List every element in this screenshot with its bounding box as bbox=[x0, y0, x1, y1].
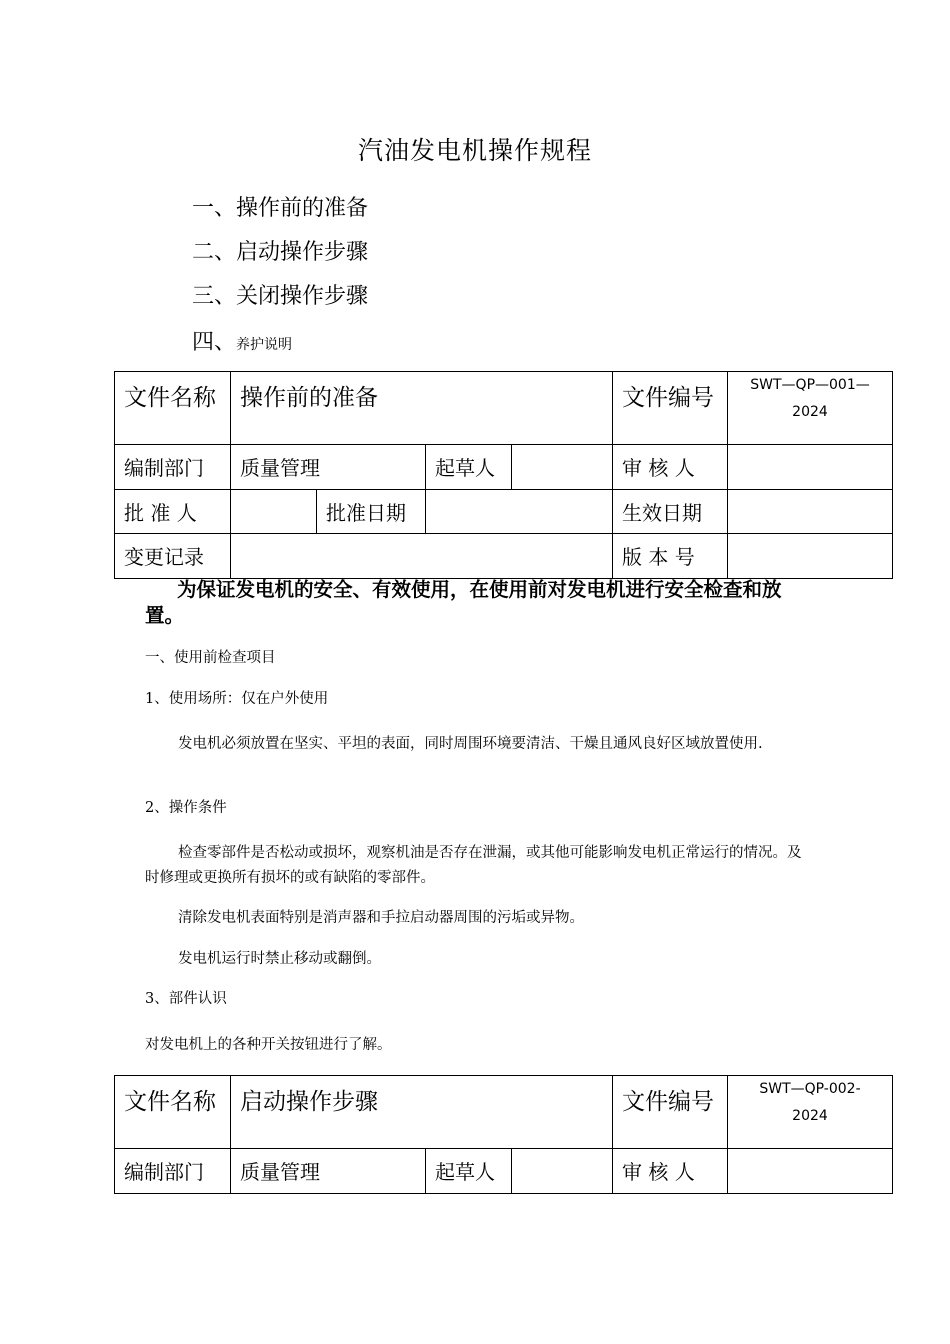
toc-item-3 bbox=[192, 279, 368, 310]
toc-text: 操作前的准备 bbox=[236, 196, 369, 221]
toc-item-2 bbox=[192, 235, 368, 266]
drafter-label: 起草人 bbox=[435, 456, 495, 480]
drafter-label-cell bbox=[426, 1149, 512, 1194]
drafter-label: 起草人 bbox=[435, 1160, 495, 1184]
toc-number: 三、 bbox=[192, 284, 237, 309]
file-code-line-2: 2024 bbox=[792, 404, 828, 420]
reviewer-label-cell bbox=[613, 445, 728, 490]
change-record-label-cell bbox=[115, 534, 231, 579]
intro-paragraph: 为保证发电机的安全、有效使用，在使用前对发电机进行安全检查和放置。 bbox=[145, 578, 782, 627]
toc-number: 一、 bbox=[192, 196, 237, 221]
reviewer-label-cell bbox=[613, 1149, 728, 1194]
file-code-line-1: SWT—QP-002- bbox=[759, 1081, 861, 1097]
item-2-title: 2、操作条件 bbox=[145, 800, 227, 816]
file-name-value-cell bbox=[231, 372, 613, 445]
approver-label-cell bbox=[115, 490, 231, 534]
file-code-value bbox=[728, 1076, 892, 1130]
version-value-cell bbox=[728, 534, 893, 579]
file-code-value bbox=[728, 372, 892, 426]
file-name-value: 启动操作步骤 bbox=[240, 1089, 378, 1115]
file-name-value: 操作前的准备 bbox=[240, 385, 378, 411]
section-heading: 一、使用前检查项目 bbox=[145, 650, 276, 666]
file-code-line-2: 2024 bbox=[792, 1108, 828, 1124]
file-name-label-cell bbox=[115, 372, 231, 445]
item-3-text: 对发电机上的各种开关按钮进行了解。 bbox=[145, 1037, 392, 1053]
dept-label-cell bbox=[115, 445, 231, 490]
file-name-label-cell bbox=[115, 1076, 231, 1149]
reviewer-value-cell bbox=[728, 445, 893, 490]
dept-label: 编制部门 bbox=[124, 1160, 204, 1184]
reviewer-value-cell bbox=[728, 1149, 893, 1194]
drafter-label-cell bbox=[426, 445, 512, 490]
version-label: 版 本 号 bbox=[622, 545, 695, 569]
item-2-text-2: 清除发电机表面特别是消声器和手拉启动器周围的污垢或异物。 bbox=[178, 910, 584, 926]
file-name-label: 文件名称 bbox=[124, 1089, 216, 1115]
item-2-text-1: 检查零部件是否松动或损坏，观察机油是否存在泄漏，或其他可能影响发电机正常运行的情况。及时修理或更换所有损坏的或有缺陷的零部件。 bbox=[145, 845, 802, 886]
item-1-title: 1、使用场所：仅在户外使用 bbox=[145, 691, 329, 707]
toc-number: 二、 bbox=[192, 240, 237, 265]
dept-value-cell bbox=[231, 1149, 426, 1194]
dept-value-cell bbox=[231, 445, 426, 490]
toc-number: 四、 bbox=[192, 330, 237, 355]
reviewer-label: 审 核 人 bbox=[622, 1160, 695, 1184]
approver-label: 批 准 人 bbox=[124, 501, 197, 525]
dept-value: 质量管理 bbox=[240, 456, 320, 480]
file-code-value-cell bbox=[728, 1076, 893, 1149]
file-code-label: 文件编号 bbox=[622, 385, 714, 411]
toc-text: 启动操作步骤 bbox=[236, 240, 369, 265]
dept-label-cell bbox=[115, 1149, 231, 1194]
document-title: 汽油发电机操作规程 bbox=[357, 136, 592, 165]
dept-value: 质量管理 bbox=[240, 1160, 320, 1184]
approve-date-value-cell bbox=[426, 490, 613, 534]
approve-date-label: 批准日期 bbox=[326, 501, 406, 525]
file-name-label: 文件名称 bbox=[124, 385, 216, 411]
change-record-label: 变更记录 bbox=[124, 545, 204, 569]
document-info-table-2 bbox=[114, 1075, 893, 1194]
version-label-cell bbox=[613, 534, 728, 579]
approver-value-cell bbox=[231, 490, 317, 534]
file-code-value-cell bbox=[728, 372, 893, 445]
file-code-label-cell bbox=[613, 1076, 728, 1149]
document-info-table-1 bbox=[114, 371, 893, 579]
item-3-title: 3、部件认识 bbox=[145, 991, 227, 1007]
effective-date-label-cell bbox=[613, 490, 728, 534]
approve-date-label-cell bbox=[317, 490, 426, 534]
file-code-line-1: SWT—QP—001— bbox=[750, 377, 870, 393]
change-record-value-cell bbox=[231, 534, 613, 579]
toc-text: 关闭操作步骤 bbox=[236, 284, 369, 309]
reviewer-label: 审 核 人 bbox=[622, 456, 695, 480]
file-code-label: 文件编号 bbox=[622, 1089, 714, 1115]
effective-date-label: 生效日期 bbox=[622, 501, 702, 525]
drafter-value-cell bbox=[512, 1149, 613, 1194]
item-1-text: 发电机必须放置在坚实、平坦的表面，同时周围环境要清洁、干燥且通风良好区域放置使用. bbox=[178, 736, 763, 752]
effective-date-value-cell bbox=[728, 490, 893, 534]
toc-item-1 bbox=[192, 191, 368, 222]
dept-label: 编制部门 bbox=[124, 456, 204, 480]
file-name-value-cell bbox=[231, 1076, 613, 1149]
drafter-value-cell bbox=[512, 445, 613, 490]
toc-item-4 bbox=[192, 325, 292, 356]
file-code-label-cell bbox=[613, 372, 728, 445]
item-2-text-3: 发电机运行时禁止移动或翻倒。 bbox=[178, 951, 381, 967]
toc-text: 养护说明 bbox=[236, 337, 293, 353]
